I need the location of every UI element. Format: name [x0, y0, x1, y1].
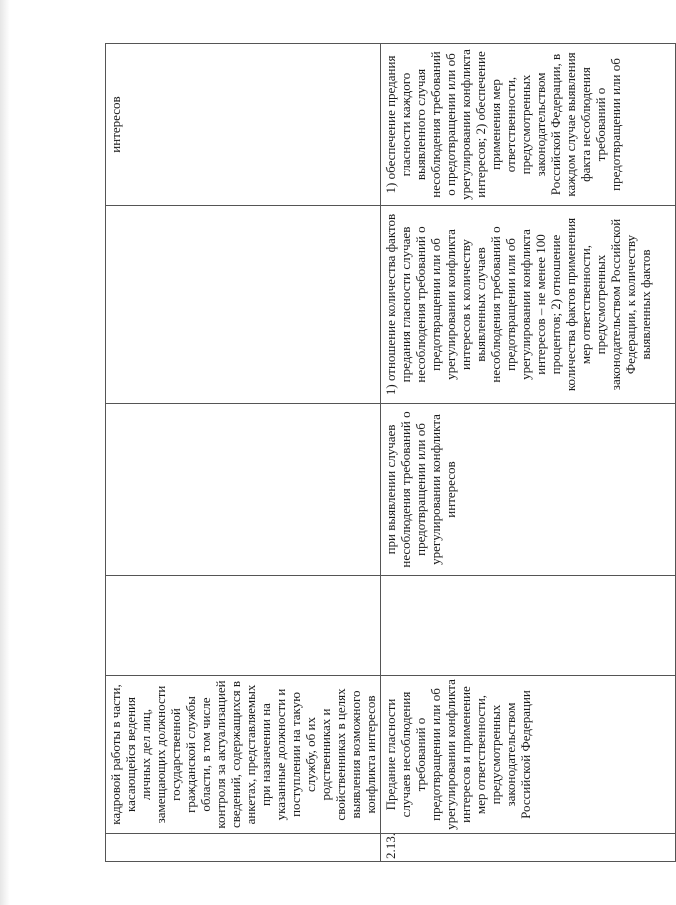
executor-cell — [381, 576, 676, 676]
result-cell: интересов — [106, 44, 381, 206]
term-cell — [106, 404, 381, 576]
executor-cell — [106, 576, 381, 676]
indicator-cell: 1) отношение количества фактов предания гласности случаев несоблюдения требований о предотвращении или об урегулировании конфликта интересов к количеству выявленных случаев несоблюдения требований о предотвращении или об урегулировании конфликта интересов – не менее 100 процентов; 2) отношение количества фактов применения мер ответственности, предусмотренных законодательством Российской Федерации, к количеству выявленных фактов — [381, 206, 676, 404]
term-cell: при выявлении случаев несоблюдения требований о предотвращении или об урегулировании конфликта интересов — [381, 404, 676, 576]
row-number — [106, 834, 381, 862]
measure-cell: кадровой работы в части, касающейся ведения личных дел лиц, замещающих должности государственной гражданской службы области, в том числе контроля за актуализацией сведений, содержащихся в анкетах, представляемых при назначении на указанные должности и поступлении на такую службу, об их родственниках и свойственниках в целях выявления возможного конфликта интересов — [106, 676, 381, 834]
row-number: 2.13. — [381, 834, 676, 862]
result-cell: 1) обеспечение предания гласности каждого выявленного случая несоблюдения требований о предотвращении или об урегулировании конфликта интересов; 2) обеспечение применения мер ответственности, предусмотренных законодательством Российской Федерации, в каждом случае выявления факта несоблюдения требований о предотвращении или об — [381, 44, 676, 206]
anticorruption-plan-table — [105, 43, 676, 862]
rotated-page — [105, 44, 653, 862]
measure-cell: Предание гласности случаев несоблюдения требований о предотвращении или об урегулировании конфликта интересов и применение мер ответственности, предусмотренных законодательством Российской Федерации — [381, 676, 676, 834]
indicator-cell — [106, 206, 381, 404]
table-row — [106, 44, 381, 862]
table-row — [381, 44, 676, 862]
scan-edge-shadow — [0, 0, 10, 905]
